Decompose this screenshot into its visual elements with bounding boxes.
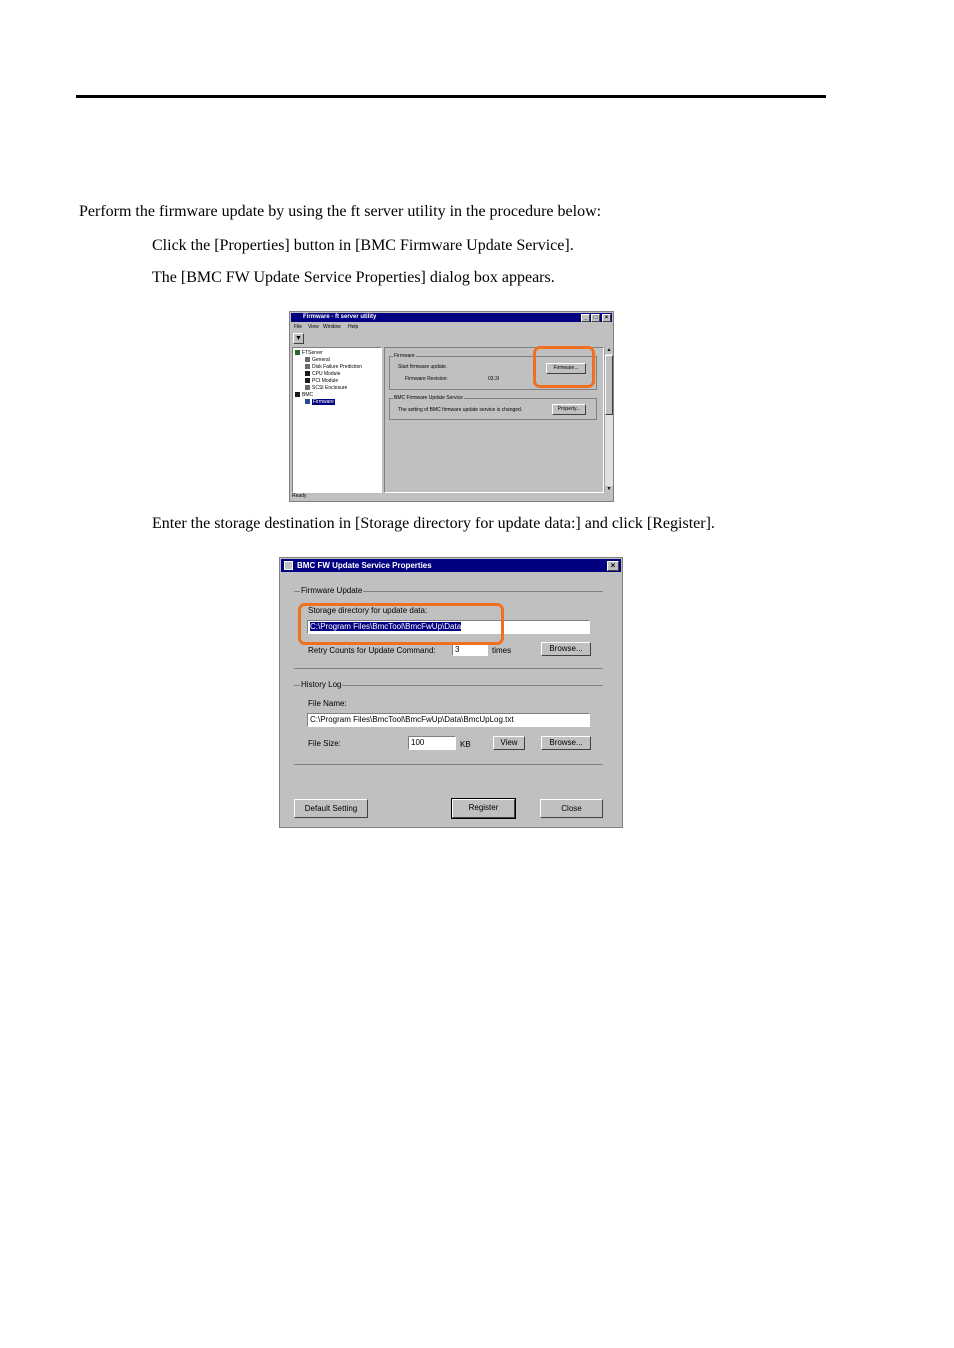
storage-directory-input[interactable]: C:\Program Files\BmcTool\BmcFwUp\Data	[307, 620, 590, 634]
tree-item-pci-module[interactable]: PCI Module	[305, 378, 338, 384]
retry-counts-label: Retry Counts for Update Command:	[308, 646, 436, 655]
intro-text: Perform the firmware update by using the ft server utility in the procedure below:	[79, 203, 602, 220]
firmware-revision-label: Firmware Revision:	[405, 376, 448, 382]
tree-item-disk-failure-prediction[interactable]: Disk Failure Prediction	[305, 364, 362, 370]
close-dialog-button[interactable]: Close	[540, 799, 603, 818]
scroll-down-arrow[interactable]: ▼	[606, 486, 612, 492]
header-rule	[76, 95, 826, 98]
tree-item-cpu-module[interactable]: CPU Module	[305, 371, 340, 377]
dialog-app-icon	[284, 561, 293, 570]
register-button[interactable]: Register	[452, 799, 515, 818]
status-bar: Ready	[292, 493, 307, 499]
scroll-thumb[interactable]	[605, 355, 613, 415]
history-log-label: History Log	[301, 680, 342, 689]
dialog-close-button[interactable]: ×	[607, 561, 619, 571]
menu-help[interactable]: Help	[348, 324, 359, 330]
window-title: Firmware - ft server utility	[303, 314, 377, 320]
file-name-label: File Name:	[308, 699, 347, 708]
property-button[interactable]: Property...	[552, 404, 586, 415]
file-size-input[interactable]: 100	[408, 736, 456, 750]
file-name-input[interactable]: C:\Program Files\BmcTool\BmcFwUp\Data\BmcUpLog.txt	[307, 713, 590, 727]
bmc-fw-update-properties-dialog	[279, 557, 623, 828]
service-group-label: BMC Firmware Update Service	[394, 395, 463, 401]
dialog-title: BMC FW Update Service Properties	[297, 561, 432, 570]
start-firmware-text: Start firmware update.	[398, 364, 448, 370]
toolbar-icon[interactable]: ▼	[293, 333, 304, 344]
tree-pane	[292, 347, 382, 493]
firmware-update-label: Firmware Update	[301, 586, 363, 595]
tree-item-general[interactable]: General	[305, 357, 330, 363]
browse-log-button[interactable]: Browse...	[541, 736, 591, 750]
history-log-group	[294, 680, 603, 765]
browse-storage-button[interactable]: Browse...	[541, 642, 591, 656]
tree-item-ftserver[interactable]: FTServer	[295, 350, 323, 356]
maximize-button[interactable]: □	[591, 314, 600, 322]
title-bar	[291, 313, 612, 322]
storage-directory-label: Storage directory for update data:	[308, 606, 428, 615]
firmware-group-label: Firmware	[394, 353, 415, 359]
default-setting-button[interactable]: Default Setting	[294, 799, 368, 818]
step2-instruction: Enter the storage destination in [Storage directory for update data:] and click [Register].	[152, 515, 715, 532]
ft-server-utility-window	[289, 311, 614, 502]
service-group	[389, 395, 597, 420]
step1-result: The [BMC FW Update Service Properties] dialog box appears.	[152, 269, 555, 286]
dialog-title-bar	[281, 559, 621, 572]
tree-item-firmware[interactable]: Firmware	[305, 399, 335, 405]
firmware-highlight	[533, 346, 595, 388]
file-size-label: File Size:	[308, 739, 341, 748]
vertical-scrollbar[interactable]	[604, 347, 613, 493]
view-log-button[interactable]: View	[493, 736, 525, 750]
retry-counts-input[interactable]: 3	[452, 643, 488, 656]
close-button[interactable]: ×	[602, 314, 611, 322]
scroll-up-arrow[interactable]: ▲	[606, 347, 612, 353]
storage-directory-highlight	[298, 603, 504, 645]
minimize-button[interactable]: _	[581, 314, 590, 322]
menu-view[interactable]: View	[308, 324, 319, 330]
retry-unit: times	[492, 646, 512, 655]
file-size-unit: KB	[460, 740, 471, 749]
firmware-revision-value: 03.3l	[488, 376, 499, 382]
tree-item-bmc[interactable]: BMC	[295, 392, 313, 398]
menu-window[interactable]: Window	[323, 324, 341, 330]
menu-file[interactable]: File	[294, 324, 303, 330]
step1-instruction: Click the [Properties] button in [BMC Firmware Update Service].	[152, 237, 574, 254]
firmware-button[interactable]: Firmware...	[546, 363, 586, 374]
service-change-text: The setting of BMC firmware update service is changed.	[398, 407, 523, 413]
tree-item-scsi-enclosure[interactable]: SCSI Enclosure	[305, 385, 347, 391]
